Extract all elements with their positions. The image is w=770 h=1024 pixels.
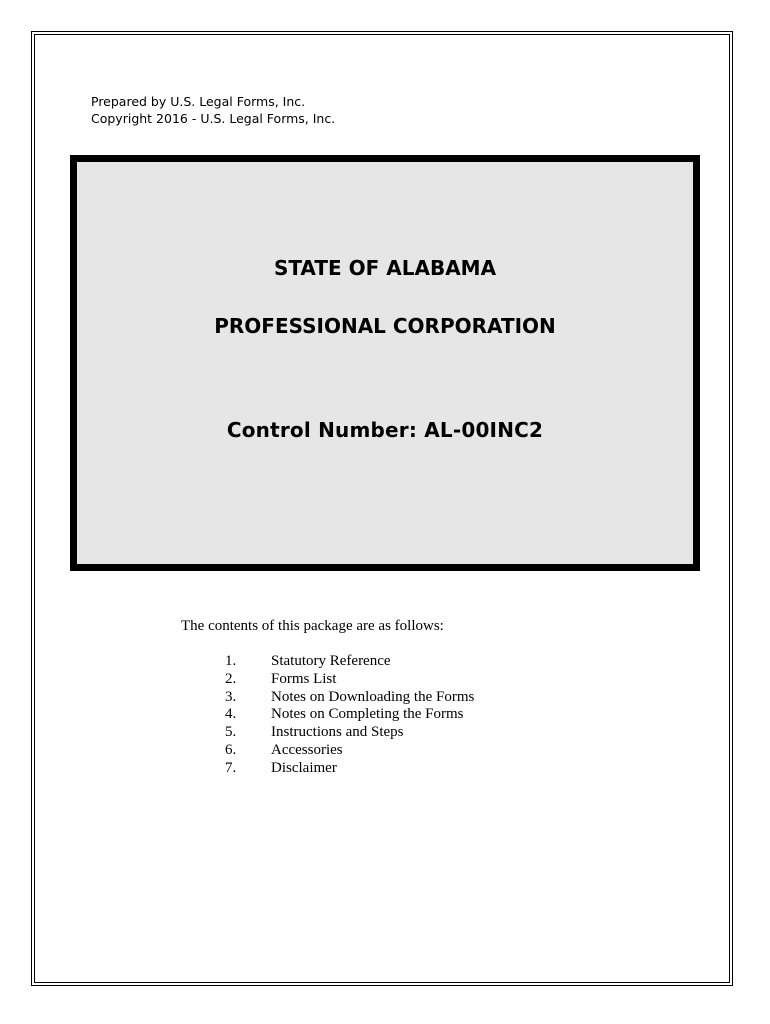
list-item <box>225 689 474 707</box>
list-item <box>225 671 474 689</box>
list-item <box>225 706 474 724</box>
item-number: 2. <box>225 670 237 687</box>
item-number: 6. <box>225 741 237 758</box>
item-label: Instructions and Steps <box>271 724 404 741</box>
preparer-notice <box>91 93 335 127</box>
list-item <box>225 742 474 760</box>
item-number: 1. <box>225 653 237 669</box>
item-label: Statutory Reference <box>271 653 391 669</box>
item-label: Forms List <box>271 670 337 687</box>
item-label: Disclaimer <box>271 759 337 776</box>
item-label: Notes on Downloading the Forms <box>271 688 475 705</box>
item-label: Notes on Completing the Forms <box>271 706 464 723</box>
list-item <box>225 724 474 742</box>
item-number: 4. <box>225 706 237 723</box>
item-number: 7. <box>225 759 237 776</box>
item-number: 3. <box>225 688 237 705</box>
contents-list <box>225 653 474 778</box>
entity-title: PROFESSIONAL CORPORATION <box>214 314 556 338</box>
copyright-line: Copyright 2016 - U.S. Legal Forms, Inc. <box>91 111 336 126</box>
contents-intro: The contents of this package are as follows: <box>181 618 444 634</box>
title-box <box>70 155 700 571</box>
list-item <box>225 760 474 778</box>
item-label: Accessories <box>271 741 343 758</box>
state-title: STATE OF ALABAMA <box>273 256 497 280</box>
item-number: 5. <box>225 724 237 741</box>
prepared-by-line: Prepared by U.S. Legal Forms, Inc. <box>91 94 306 109</box>
control-number: Control Number: AL-00INC2 <box>226 418 544 442</box>
list-item <box>225 653 474 671</box>
